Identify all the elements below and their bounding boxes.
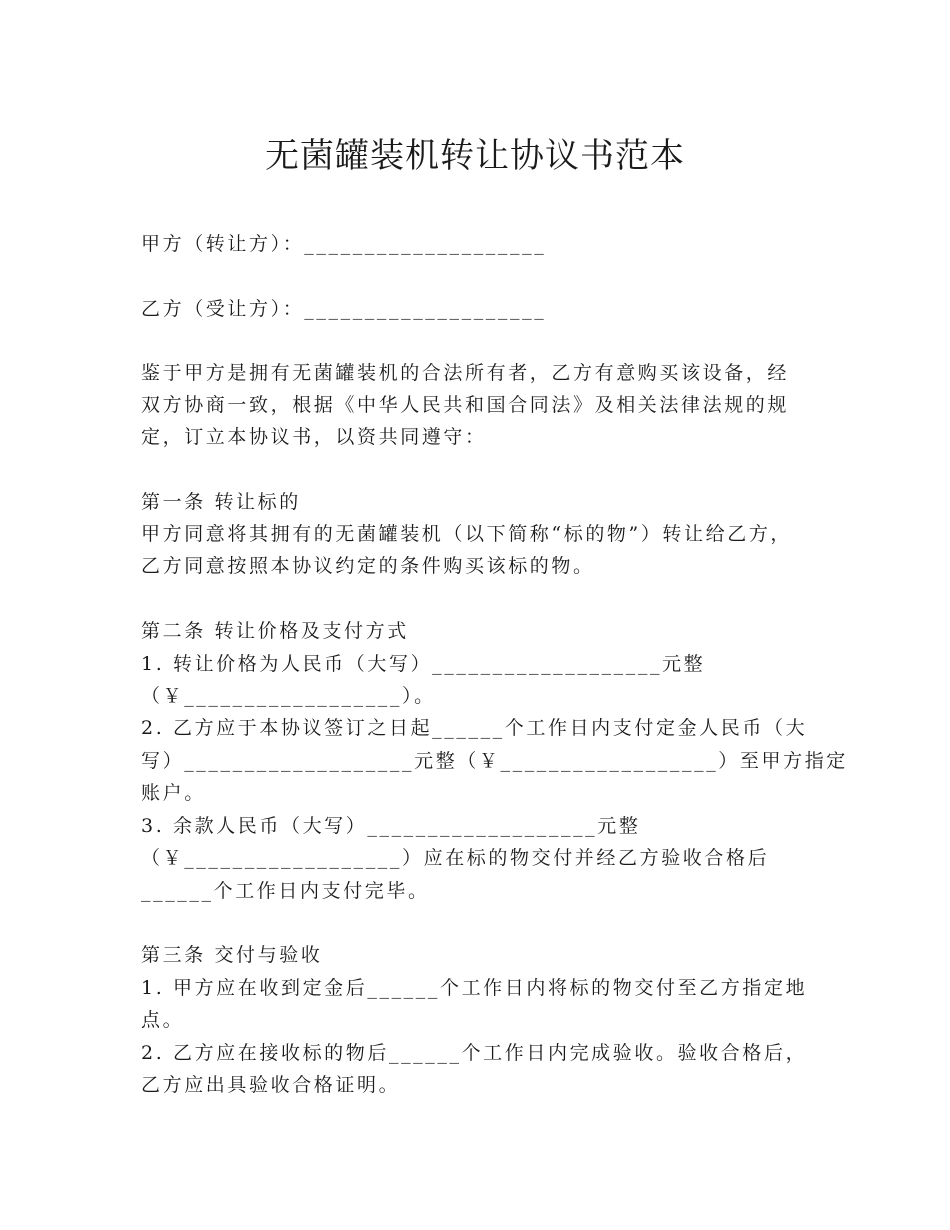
article-2-line: 账户。 <box>141 782 206 804</box>
article-2-line: 3. 余款人民币（大写）___________________元整 <box>141 815 641 837</box>
article-2-line: （￥__________________）。 <box>141 685 436 707</box>
article-2-line: （￥__________________）应在标的物交付并经乙方验收合格后 <box>141 847 770 869</box>
article-1-heading: 第一条 转让标的 <box>141 491 301 513</box>
article-2-line: 2. 乙方应于本协议签订之日起______个工作日内支付定金人民币（大 <box>141 717 808 739</box>
article-3-line: 1. 甲方应在收到定金后______个工作日内将标的物交付至乙方指定地 <box>141 977 808 999</box>
article-3-line: 点。 <box>141 1009 185 1031</box>
preamble-line: 鉴于甲方是拥有无菌罐装机的合法所有者，乙方有意购买该设备，经 <box>141 362 790 384</box>
article-3-heading: 第三条 交付与验收 <box>141 944 323 966</box>
article-2-heading: 第二条 转让价格及支付方式 <box>141 620 409 642</box>
preamble-line: 双方协商一致，根据《中华人民共和国合同法》及相关法律法规的规 <box>141 394 790 416</box>
party-a-line: 甲方（转让方）：____________________ <box>141 233 547 255</box>
article-2-line: 1. 转让价格为人民币（大写）___________________元整 <box>141 653 706 675</box>
article-1-line: 甲方同意将其拥有的无菌罐装机（以下简称“标的物”）转让给乙方， <box>141 523 793 545</box>
article-3-line: 2. 乙方应在接收标的物后______个工作日内完成验收。验收合格后， <box>141 1042 808 1064</box>
preamble-line: 定，订立本协议书，以资共同遵守： <box>141 426 487 448</box>
article-1-line: 乙方同意按照本协议约定的条件购买该标的物。 <box>141 555 595 577</box>
article-2-line: ______个工作日内支付完毕。 <box>141 880 430 902</box>
article-3-line: 乙方应出具验收合格证明。 <box>141 1074 401 1096</box>
party-b-line: 乙方（受让方）：____________________ <box>141 298 547 320</box>
article-2-line: 写）___________________元整（￥__________________）至甲方指定 <box>141 750 848 772</box>
document-title: 无菌罐装机转让协议书范本 <box>265 136 685 176</box>
